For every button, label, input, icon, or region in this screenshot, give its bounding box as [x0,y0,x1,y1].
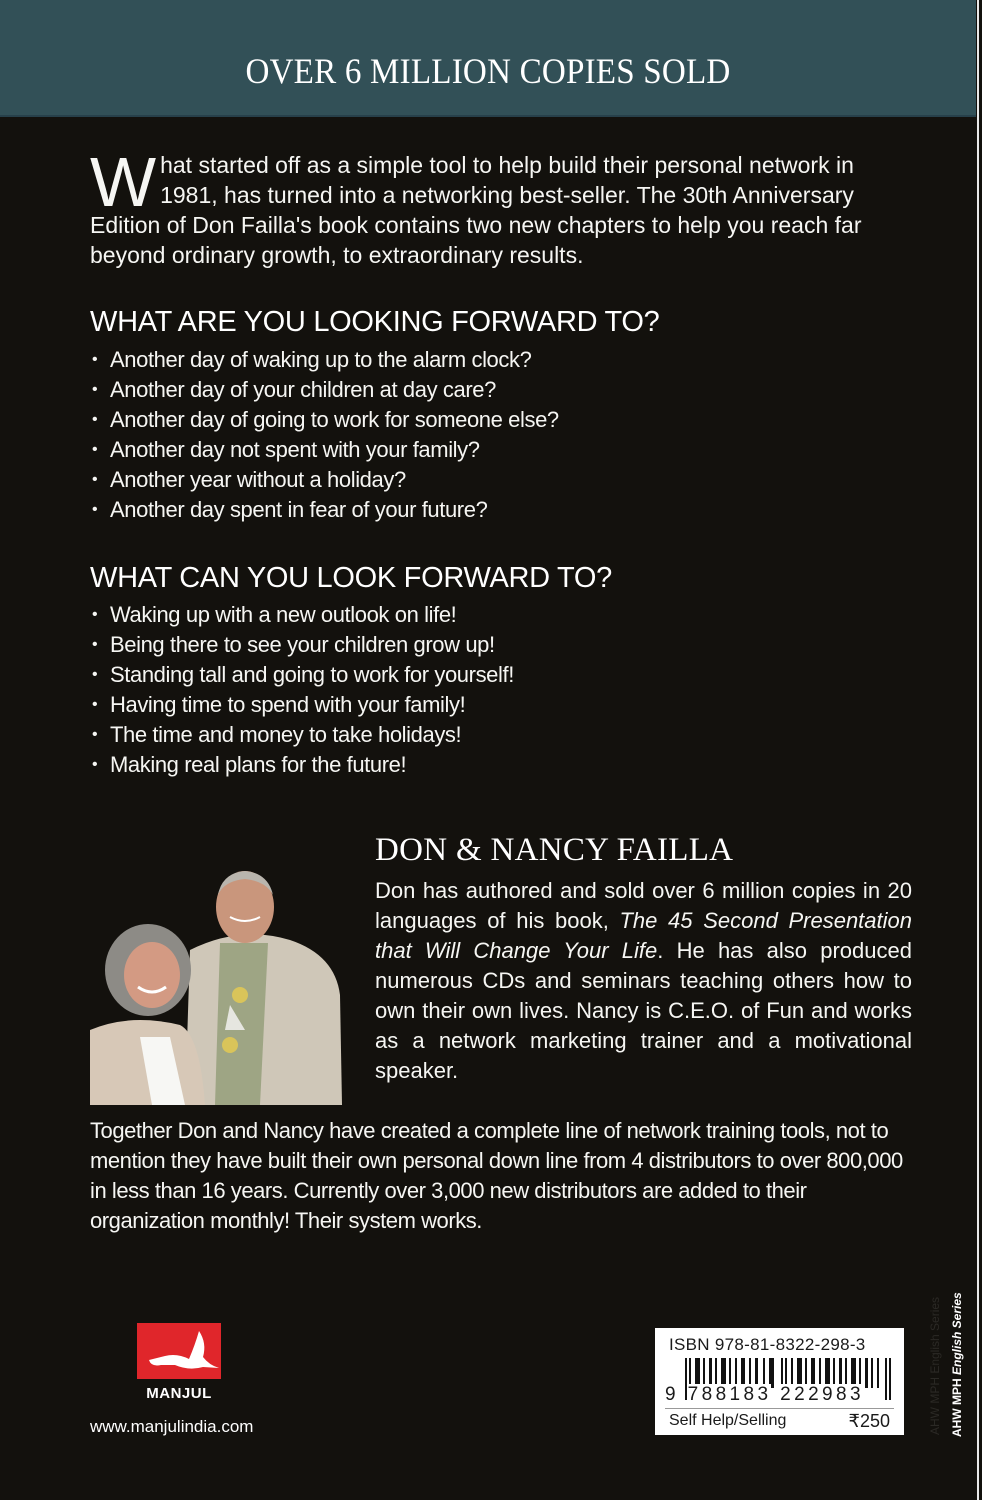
together-paragraph: Together Don and Nancy have created a complete line of network training tools, not to mention they have built their own personal down line from 4 distributors to over 800,000 in less than 16 years. Currently over 3,000 new distributors are added to their organization monthly! Their system works. [90,1118,903,1233]
series-text-faded: AHW MPH English Series [928,1296,942,1435]
bullet-icon: • [92,756,98,773]
heading-looking-forward: WHAT ARE YOU LOOKING FORWARD TO? [90,306,660,338]
list-item: • Another day spent in fear of your future? [90,495,559,525]
list-item: • Another day of going to work for someone else? [90,405,559,435]
man-shirt [215,943,268,1105]
list-item: • Another day not spent with your family? [90,435,559,465]
author-bio: Don has authored and sold over 6 million copies in 20 languages of his book, The 45 Second Presentation that Will Change Your Life. He has also produced numerous CDs and seminars teaching others how to own their own lives. Nancy is C.E.O. of Fun and works as a network marketing trainer and a motivational speaker. [375,878,912,1083]
series-text: AHW MPH English Series [950,1292,964,1437]
intro-paragraph [90,143,890,270]
right-edge-line [977,0,979,1500]
list-item: • Another year without a holiday? [90,465,559,495]
publisher-logo-text: MANJUL [146,1385,212,1402]
list-item: • Another day of your children at day care? [90,375,559,405]
bullet-icon: • [92,351,98,368]
list-item: • Another day of waking up to the alarm clock? [90,345,559,375]
bullet-icon: • [92,666,98,683]
book-category: Self Help/Selling [669,1412,787,1429]
bullet-icon: • [92,636,98,653]
list-item: • Waking up with a new outlook on life! [90,600,514,630]
publisher-website[interactable]: www.manjulindia.com [90,1417,254,1436]
bullet-icon: • [92,471,98,488]
isbn-text: ISBN 978-81-8322-298-3 [669,1335,866,1354]
book-price: ₹250 [848,1411,890,1431]
intro-text: hat started off as a simple tool to help build their personal network in 1981, has turned into a networking best-seller. The 30th Anniversary Edition of Don Failla's book contains two new chapters to help you reach far beyond ordinary growth, to extraordinary results. [90,152,862,268]
bullet-icon: • [92,441,98,458]
woman-face [124,942,180,1008]
header-banner [0,0,976,117]
barcode-label [655,1328,904,1435]
bullet-icon: • [92,726,98,743]
bullet-icon: • [92,606,98,623]
manjul-logo-icon [137,1323,221,1379]
author-photo [90,855,342,1105]
dropcap-letter: W [90,143,157,221]
author-name: DON & NANCY FAILLA [375,832,734,868]
list-item: • Being there to see your children grow up! [90,630,514,660]
bullet-icon: • [92,696,98,713]
header-title: OVER 6 MILLION COPIES SOLD [245,51,731,91]
bullet-icon: • [92,411,98,428]
book-title: The 45 Second Presentation that Will Change Your Life [375,908,912,963]
bullet-icon: • [92,381,98,398]
list-item: • Having time to spend with your family! [90,690,514,720]
divider [665,1408,894,1409]
heading-can-look-forward: WHAT CAN YOU LOOK FORWARD TO? [90,562,612,594]
bullet-icon: • [92,501,98,518]
list-item: • The time and money to take holidays! [90,720,514,750]
list-looking-forward [90,345,559,525]
list-can-look-forward [90,600,514,780]
ean-digits: 9 788183 222983 [665,1384,864,1405]
list-item: • Standing tall and going to work for yourself! [90,660,514,690]
list-item: • Making real plans for the future! [90,750,514,780]
